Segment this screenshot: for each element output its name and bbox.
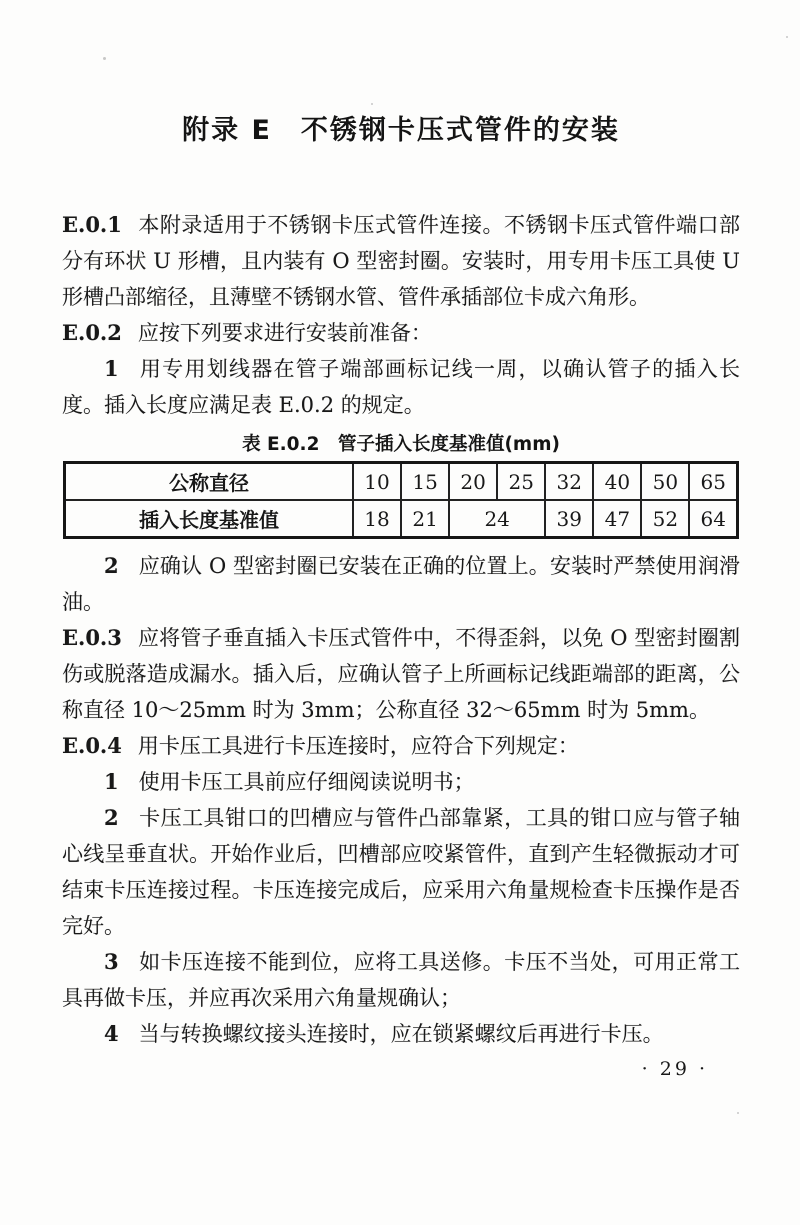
item-text: 使用卡压工具前应仔细阅读说明书；	[138, 770, 475, 794]
table-caption: 表 E.0.2 管子插入长度基准值(mm)	[242, 434, 560, 455]
clause-e01-label: E.0.1	[62, 212, 122, 237]
table-cell: 15	[401, 463, 449, 501]
clause-e04	[62, 728, 740, 764]
scan-speck	[371, 103, 373, 105]
item-number: 3	[104, 949, 119, 974]
clause-e04-text: 用卡压工具进行卡压连接时，应符合下列规定：	[137, 734, 579, 758]
table-cell-merged: 24	[449, 500, 545, 538]
scan-speck	[737, 1112, 739, 1114]
table-cell: 25	[497, 463, 545, 501]
table-cell: 50	[641, 463, 689, 501]
clause-e02-item-1	[62, 351, 740, 423]
clause-e04-item-3	[62, 944, 740, 1016]
scan-speck	[103, 57, 106, 60]
clause-e04-item-2	[62, 800, 740, 944]
item-text: 如卡压连接不能到位，应将工具送修。卡压不当处，可用正常工具再做卡压，并应再次采用六角量规确认；	[62, 950, 740, 1010]
table-cell: 32	[545, 463, 593, 501]
clause-e04-item-4	[62, 1016, 740, 1052]
clause-e02	[62, 315, 740, 351]
clause-e01-text: 本附录适用于不锈钢卡压式管件连接。不锈钢卡压式管件端口部分有环状 U 形槽，且内装有 O 型密封圈。安装时，用专用卡压工具使 U 形槽凸部缩径，且薄壁不锈钢水管、管件承插部位卡成六角形。	[62, 213, 740, 309]
item-text: 卡压工具钳口的凹槽应与管件凸部靠紧，工具的钳口应与管子轴心线呈垂直状。开始作业后，凹槽部应咬紧管件，直到产生轻微振动才可结束卡压连接过程。卡压连接完成后，应采用六角量规检查卡压操作是否完好。	[62, 806, 740, 938]
insertion-length-table	[63, 461, 739, 539]
table-header-row	[65, 463, 738, 501]
item-text: 当与转换螺纹接头连接时，应在锁紧螺纹后再进行卡压。	[138, 1022, 664, 1046]
item-number: 1	[104, 356, 119, 381]
table-cell: 40	[593, 463, 641, 501]
table-cell: 10	[353, 463, 401, 501]
item-text: 应确认 O 型密封圈已安装在正确的位置上。安装时严禁使用润滑油。	[62, 554, 740, 614]
table-cell: 47	[593, 500, 641, 538]
clause-e02-label: E.0.2	[62, 320, 122, 345]
clause-e01	[62, 207, 740, 315]
item-number: 2	[104, 553, 119, 578]
table-cell: 39	[545, 500, 593, 538]
clause-e02-item-2	[62, 548, 740, 620]
clause-e04-item-1	[62, 764, 740, 800]
item-number: 2	[104, 805, 119, 830]
table-cell: 20	[449, 463, 497, 501]
page-number: · 29 ·	[641, 1058, 708, 1080]
clause-e03-text: 应将管子垂直插入卡压式管件中，不得歪斜，以免 O 型密封圈割伤或脱落造成漏水。插入后，应确认管子上所画标记线距端部的距离，公称直径 10～25mm 时为 3mm；公称直径 32～65mm 时为 5mm。	[62, 626, 740, 722]
page-title: 附录 E 不锈钢卡压式管件的安装	[182, 115, 620, 146]
table-cell: 18	[353, 500, 401, 538]
table-value-row	[65, 500, 738, 538]
item-text: 用专用划线器在管子端部画标记线一周，以确认管子的插入长度。插入长度应满足表 E.0.2 的规定。	[62, 357, 740, 417]
clause-e02-text: 应按下列要求进行安装前准备：	[137, 321, 432, 345]
item-number: 1	[104, 769, 119, 794]
table-cell: 65	[689, 463, 737, 501]
table-cell: 52	[641, 500, 689, 538]
clause-e04-label: E.0.4	[62, 733, 122, 758]
table-cell-insertion-length: 插入长度基准值	[65, 500, 354, 538]
clause-e03-label: E.0.3	[62, 625, 122, 650]
table-cell-nominal-diameter: 公称直径	[65, 463, 354, 501]
item-number: 4	[104, 1021, 119, 1046]
table-cell: 21	[401, 500, 449, 538]
clause-e03	[62, 620, 740, 728]
table-cell: 64	[689, 500, 737, 538]
scan-speck	[786, 36, 788, 38]
